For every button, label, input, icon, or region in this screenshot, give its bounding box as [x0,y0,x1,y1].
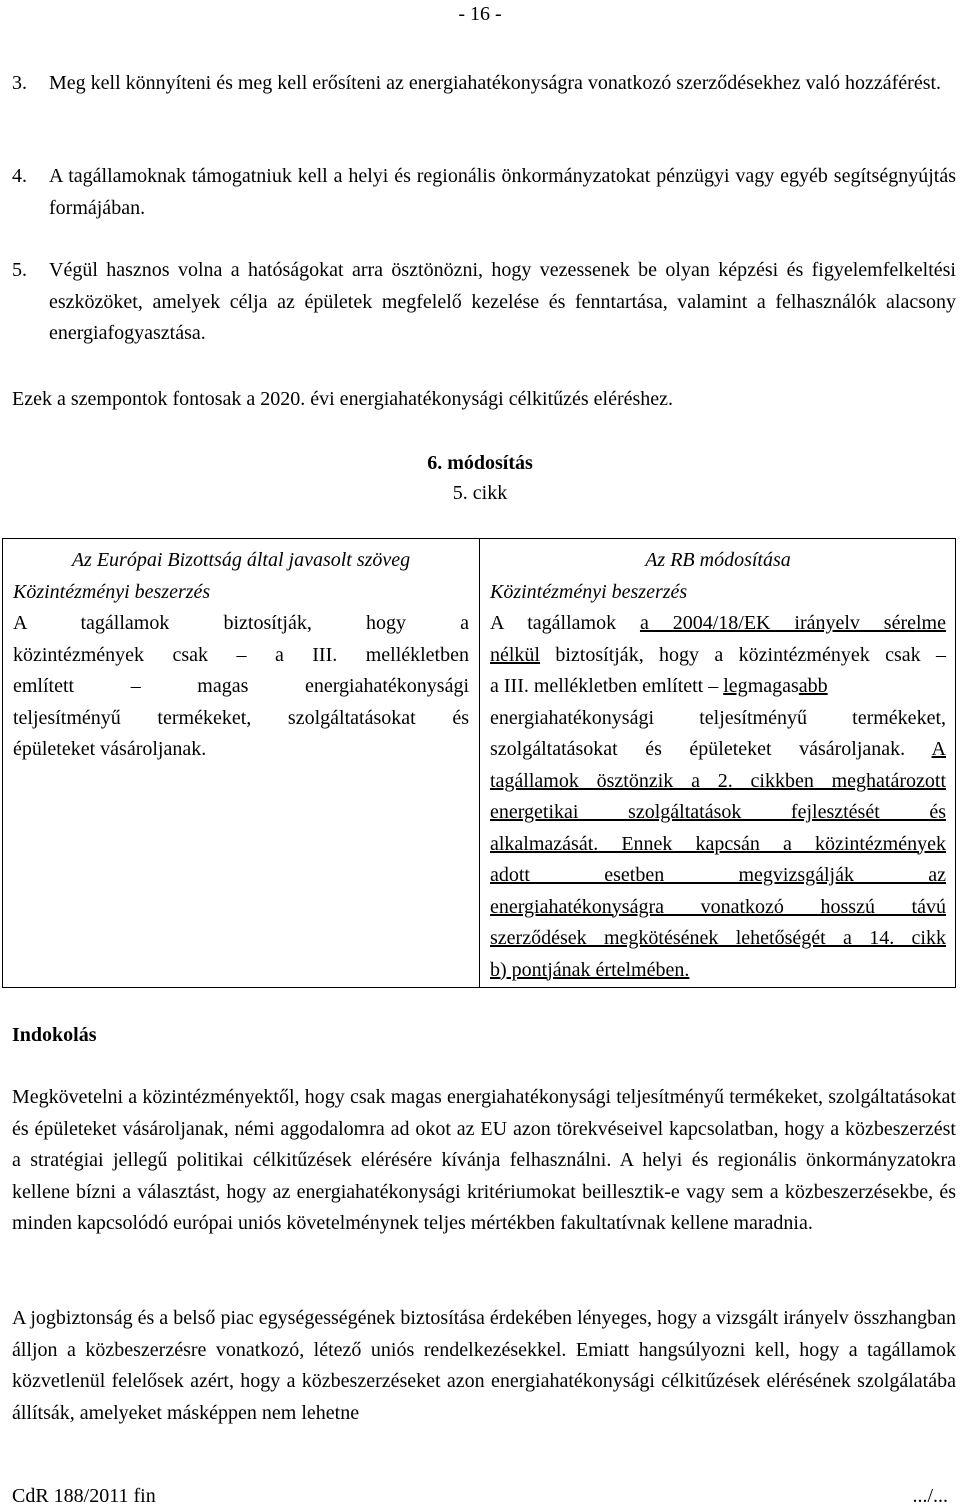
cor-text-segment: A tagállamok [490,612,640,634]
list-text: Meg kell könnyíteni és meg kell erősíteni az energiahatékonyságra vonatkozó szerződésekhez való hozzáférést. [49,72,942,94]
cor-amendment-column [490,545,946,986]
commission-text-line: említett – magas energiahatékonysági [13,675,469,697]
document-reference: CdR 188/2011 fin [12,1485,156,1507]
cor-added-line: alkalmazását. Ennek kapcsán a közintézmények [490,832,946,855]
list-text: Végül hasznos volna a hatóságokat arra ösztönözni, hogy vezessenek be olyan képzési és figyelemfelkeltési eszközöket, amelyek célja az épületek megfelelő kezelése és fenntartása, valamint a felhasználók alacsony energiafogyasztása. [49,259,956,344]
commission-text-column [13,545,469,766]
summary-paragraph: Ezek a szempontok fontosak a 2020. évi energiahatékonysági célkitűzés eléréshez. [12,388,674,410]
commission-text-line: közintézmények csak – a III. mellékletben [13,643,469,666]
list-text: A tagállamoknak támogatniuk kell a helyi és regionális önkormányzatokat pénzügyi vagy egyéb segítségnyújtás formájában. [49,165,956,219]
list-number: 3. [12,72,27,94]
commission-text-line: A tagállamok biztosítják, hogy a [13,612,469,634]
cor-text-segment: szolgáltatásokat és épületeket vásároljanak. [490,738,932,760]
commission-column-header: Az Európai Bizottság által javasolt szöveg [71,549,411,571]
cor-text-line [490,671,946,703]
justification-paragraph-1: Megkövetelni a közintézményektől, hogy csak magas energiahatékonysági teljesítményű termékeket, szolgáltatásokat és épületeket vásároljanak, némi aggodalomra ad okot az EU azon törekvéseivel kapcsolatban, hogy a közbeszerzést a stratégiai jellegű politikai célkitűzések elérésére kívánja felhasználni. A helyi és regionális önkormányzatokra kellene bízni a választást, hogy az energiahatékonysági kritériumokat beillesztik-e vagy sem a közbeszerzésekbe, és minden kapcsolódó európai uniós követelménynek teljes mértékben fakultatívnak kellene maradnia. [12,1086,956,1234]
cor-added-text: a 2004/18/EK irányelv sérelme [639,612,946,634]
cor-added-line: adott esetben megvizsgálják az [490,864,946,886]
cor-added-text: nélkül [490,643,540,666]
cor-added-text: A [931,738,946,760]
list-item-5 [12,255,956,350]
cor-added-line: tagállamok ösztönzik a 2. cikkben meghatározott [490,769,946,792]
list-item-4 [12,161,956,224]
justification-heading: Indokolás [12,1024,97,1046]
cor-added-line: szerződések megkötésének lehetőségét a 14. cikk [490,927,946,949]
cor-text-line [490,734,946,766]
list-number: 5. [12,259,27,281]
cor-added-line: energetikai szolgáltatások fejlesztését és [490,801,946,823]
page-number: - 16 - [458,3,502,25]
commission-text-line: teljesítményű termékeket, szolgáltatásokat és [13,706,469,729]
list-item-3 [12,68,956,100]
list-number: 4. [12,165,27,187]
column-divider [479,539,480,987]
continuation-mark: .../... [912,1485,948,1507]
cor-text-line [490,640,946,672]
commission-subtitle: Közintézményi beszerzés [13,580,211,603]
cor-added-line: b) pontjának értelmében. [490,958,690,981]
cor-text-segment: a III. mellékletben említett – [490,675,724,697]
cor-column-header: Az RB módosítása [645,549,791,571]
cor-subtitle: Közintézményi beszerzés [490,580,688,603]
amendment-table [2,538,956,988]
cor-added-text: abb [798,675,828,697]
cor-text-line: energiahatékonysági teljesítményű termékeket, [490,706,946,729]
cor-added-text: leg [723,675,748,697]
justification-paragraph-2: A jogbiztonság és a belső piac egységességének biztosítása érdekében lényeges, hogy a vizsgált irányelv összhangban álljon a közbeszerzésre vonatkozó, létező uniós rendelkezésekkel. Emiatt hangsúlyozni kell, hogy a tagállamok közvetlenül felelősek azért, hogy a közbeszerzéseket azon energiahatékonysági célkitűzések elérésének szolgálatába állítsák, amelyeket másképpen nem lehetne [12,1307,956,1424]
article-label: 5. cikk [452,482,508,504]
cor-text-line [490,608,946,640]
cor-text-segment: magas [747,675,799,697]
cor-added-line: energiahatékonyságra vonatkozó hosszú távú [490,895,946,918]
cor-text-segment: biztosítják, hogy a közintézmények csak – [540,643,946,666]
amendment-title: 6. módosítás [427,452,533,474]
commission-text-line: épületeket vásároljanak. [13,738,207,760]
